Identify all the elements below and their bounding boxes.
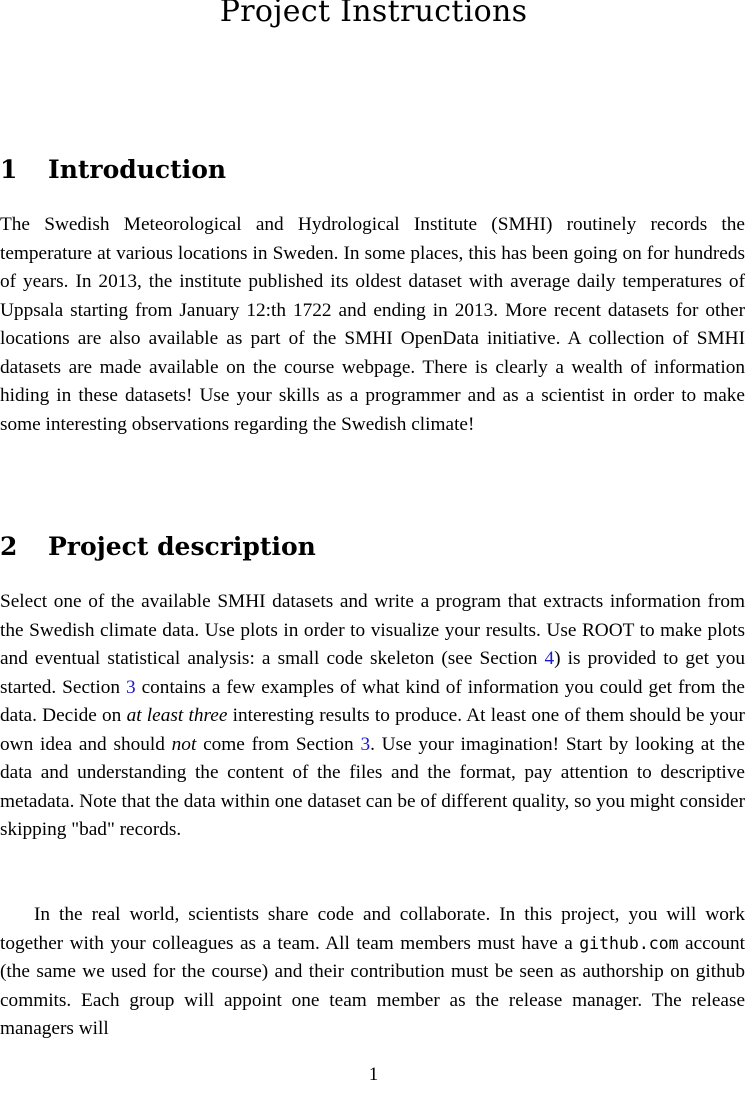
project-description-paragraph-1 — [0, 588, 745, 845]
text-run: In the real world, scientists share code and collaborate. In this project, you will work together with your colleagues as a team. All team members must have a — [0, 904, 745, 954]
section-title: Project description — [48, 532, 316, 561]
section-title: Introduction — [48, 155, 227, 184]
document-title: Project Instructions — [219, 0, 528, 29]
section-reference-link[interactable]: 3 — [360, 733, 371, 755]
text-run: interesting results to produce. At least one of them should be your own idea and should — [0, 705, 745, 755]
text-run: come from Section — [196, 733, 361, 755]
text-run: contains a few examples of what kind of information you could get from the data. Decide on — [0, 676, 745, 726]
section-reference-link[interactable]: 3 — [126, 676, 136, 698]
page-number: 1 — [368, 1064, 379, 1085]
project-description-paragraph-2 — [0, 901, 745, 1044]
emphasis-text: not — [171, 733, 197, 755]
text-run: account (the same we used for the course) and their contribution must be seen as authorship on github commits. Each group will appoint one team member as the release manager. The release managers will — [0, 932, 745, 1039]
section-reference-link[interactable]: 4 — [544, 648, 555, 669]
section-heading-introduction — [0, 155, 226, 184]
emphasis-text: at least three — [126, 705, 228, 726]
inline-code: github.com — [579, 933, 679, 953]
section-number: 2 — [0, 532, 18, 561]
text-run: Select one of the available SMHI datasets and write a program that extracts information from the Swedish climate data. Use plots in order to visualize your results. Use ROOT to make plots and eventual statistical analysis: a small code skeleton (see Section — [0, 591, 745, 669]
section-heading-project-description — [0, 532, 316, 561]
text-run: ) is provided to get you started. Section — [0, 648, 745, 698]
section-number: 1 — [0, 155, 18, 184]
introduction-paragraph: The Swedish Meteorological and Hydrological Institute (SMHI) routinely records the temperature at various locations in Sweden. In some places, this has been going on for hundreds of years. In 2013, the institute published its oldest dataset with average daily temperatures of Uppsala starting from January 12:th 1722 and ending in 2013. More recent datasets for other locations are also available as part of the SMHI OpenData initiative. A collection of SMHI datasets are made available on the course webpage. There is clearly a wealth of information hiding in these datasets! Use your skills as a programmer and as a scientist in order to make some interesting observations regarding the Swedish climate! — [0, 214, 745, 435]
text-run: . Use your imagination! Start by looking at the data and understanding the content of the files and the format, pay attention to descriptive metadata. Note that the data within one dataset can be of different quality, so you might consider skipping "bad" records. — [0, 733, 745, 840]
